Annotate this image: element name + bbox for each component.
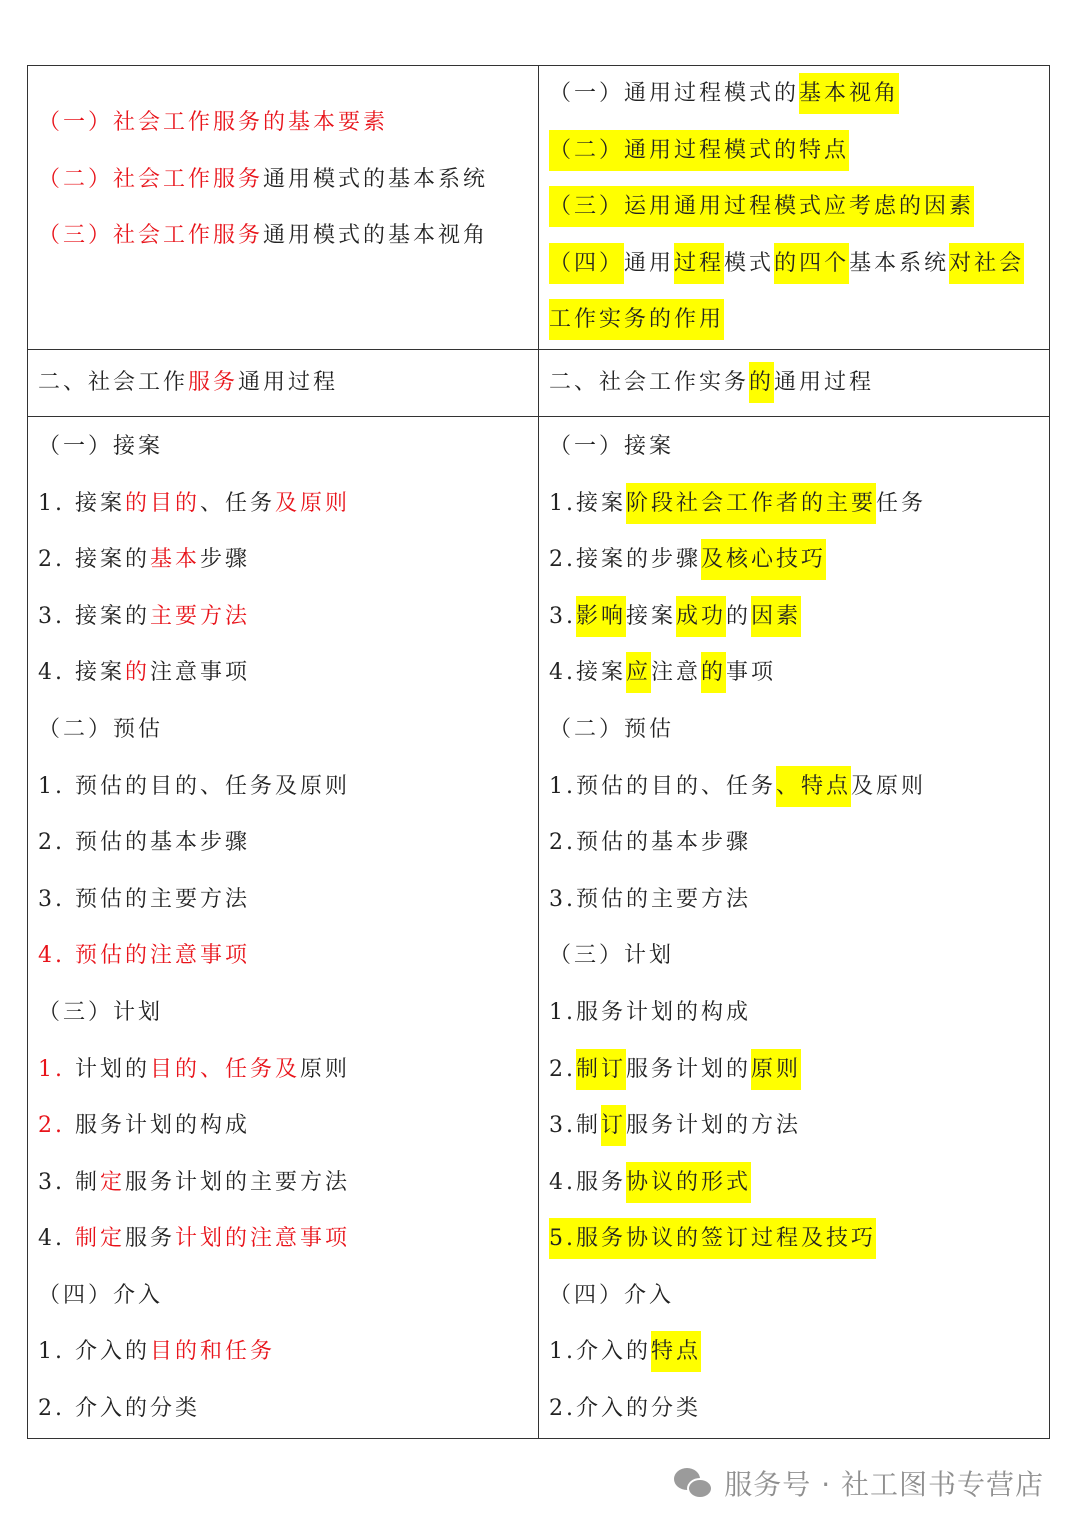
item-text: 服务计划的主要方法 (125, 1169, 351, 1195)
highlighted-text: 原则 (751, 1049, 801, 1090)
list-item (549, 123, 1049, 180)
cell-row3-left (28, 416, 539, 1438)
highlighted-text: （二）通用过程模式的特点 (549, 130, 849, 171)
highlighted-text: 影响 (576, 596, 626, 637)
cell-row2-left (28, 349, 539, 416)
red-text: （三）社会工作服务 (38, 223, 264, 249)
item-text: 1. 预估的目的、任务及原则 (38, 773, 350, 799)
list-item (549, 292, 1049, 349)
highlighted-text: 制订 (576, 1049, 626, 1090)
list-item (549, 702, 1049, 759)
cell-row1-right (539, 66, 1050, 350)
list-item (38, 476, 538, 533)
item-text: （一）通用过程模式的 (549, 81, 800, 106)
list-item (38, 872, 538, 929)
list-item (549, 1042, 1049, 1099)
item-text: 3. 制 (38, 1169, 100, 1195)
item-text: 2. 介入的分类 (38, 1396, 200, 1422)
item-text: 及原则 (851, 773, 927, 799)
list-item (38, 419, 538, 476)
item-text: 通用过程 (774, 369, 875, 395)
item-text: 接案 (626, 603, 677, 629)
list-item (549, 985, 1049, 1042)
item-text: 4. (38, 1226, 75, 1252)
item-text: 1. 接案 (38, 490, 125, 516)
item-text: （三）计划 (549, 943, 675, 969)
red-text: 1. (38, 1056, 65, 1082)
highlighted-text: 对社会 (949, 243, 1024, 284)
highlighted-text: 的 (749, 362, 774, 403)
list-item (38, 355, 538, 412)
footer-text: 服务号 · 社工图书专营店 (724, 1468, 1044, 1501)
red-text: 主要方法 (149, 603, 250, 629)
red-text: （二）社会工作服务 (38, 166, 264, 192)
item-text: （二）预估 (549, 716, 675, 742)
item-text: 2.预估的基本步骤 (549, 830, 751, 856)
item-text: 服务计划的方法 (626, 1113, 802, 1139)
item-text: 4. 接案 (38, 660, 125, 686)
item-text: 1. 介入的 (38, 1339, 150, 1365)
list-item (38, 985, 538, 1042)
item-text: 1.介入的 (549, 1339, 651, 1365)
table-row (28, 416, 1050, 1438)
list-item (38, 208, 538, 265)
item-text: 二、社会工作 (38, 369, 189, 395)
list-item (549, 1324, 1049, 1381)
highlighted-text: 的 (701, 652, 726, 693)
item-text: 2.接案的步骤 (549, 547, 701, 573)
red-text: 4. 预估的注意事项 (38, 943, 250, 969)
cell-row2-right (539, 349, 1050, 416)
list-item (38, 645, 538, 702)
list-item (38, 532, 538, 589)
item-text: 原则 (300, 1056, 351, 1082)
highlighted-text: 工作实务的作用 (549, 299, 724, 340)
red-text: 目的和任务 (149, 1339, 275, 1365)
table-row (28, 349, 1050, 416)
list-item (38, 589, 538, 646)
item-text: 服务计划的构成 (65, 1113, 250, 1139)
red-text: 基本 (149, 547, 200, 573)
list-item (549, 1155, 1049, 1212)
item-text: （三）计划 (38, 999, 164, 1025)
item-text: 3.制 (549, 1113, 601, 1139)
highlighted-text: 的四个 (774, 243, 849, 284)
red-text: 目的、任务及 (150, 1056, 301, 1082)
list-item (38, 1098, 538, 1155)
highlighted-text: 协议的形式 (626, 1162, 751, 1203)
red-text: 定 (99, 1169, 125, 1195)
item-text: 注意事项 (150, 660, 251, 686)
item-text: （一）接案 (549, 433, 675, 459)
item-text: 基本系统 (849, 250, 950, 276)
highlighted-text: 基本视角 (799, 73, 899, 114)
item-text: 4.服务 (549, 1169, 626, 1195)
list-item (38, 1268, 538, 1325)
wechat-icon (674, 1466, 714, 1500)
item-text: （四）介入 (549, 1282, 675, 1308)
list-item (38, 759, 538, 816)
comparison-table (27, 65, 1050, 1439)
item-text: 3.预估的主要方法 (549, 886, 751, 912)
red-text: 计划的注意事项 (175, 1226, 351, 1252)
item-text: 模式 (724, 250, 775, 276)
red-text: （一）社会工作服务的基本要素 (38, 110, 389, 135)
list-item (549, 66, 1049, 123)
item-text: 3. 接案的 (38, 603, 150, 629)
list-item (549, 476, 1049, 533)
list-item (549, 928, 1049, 985)
item-text: 步骤 (200, 547, 251, 573)
item-text: 1.服务计划的构成 (549, 999, 751, 1025)
item-text: （一）接案 (38, 433, 164, 459)
item-text: 、任务 (200, 490, 276, 516)
list-item (549, 872, 1049, 929)
highlighted-text: 过程 (674, 243, 724, 284)
item-text: 2. 预估的基本步骤 (38, 830, 250, 856)
highlighted-text: 成功 (676, 596, 726, 637)
red-text: 的 (124, 660, 150, 686)
list-item (549, 355, 1049, 412)
list-item (38, 1381, 538, 1438)
item-text: 2. (549, 1056, 576, 1082)
item-text: 3. (549, 603, 576, 629)
highlighted-text: （四） (549, 243, 624, 284)
item-text: 事项 (726, 660, 777, 686)
list-item (38, 1211, 538, 1268)
highlighted-text: 特点 (651, 1331, 701, 1372)
table-row (28, 66, 1050, 350)
item-text: 通用模式的基本视角 (263, 223, 489, 249)
list-item (38, 1042, 538, 1099)
item-text: 1.预估的目的、任务 (549, 773, 776, 799)
list-item (549, 759, 1049, 816)
item-text: 通用 (624, 250, 675, 276)
highlighted-text: 、特点 (776, 766, 851, 807)
list-item (38, 1155, 538, 1212)
highlighted-text: 订 (601, 1105, 626, 1146)
item-text: （四）介入 (38, 1282, 164, 1308)
item-text: 2.介入的分类 (549, 1396, 701, 1422)
list-item (549, 1098, 1049, 1155)
item-text: 3. 预估的主要方法 (38, 886, 250, 912)
list-item (38, 1324, 538, 1381)
list-item (549, 236, 1049, 293)
red-text: 制定 (74, 1226, 125, 1252)
highlighted-text: 应 (626, 652, 651, 693)
list-item (549, 419, 1049, 476)
item-text: 4.接案 (549, 660, 626, 686)
item-text: 注意 (651, 660, 702, 686)
list-item (38, 152, 538, 209)
list-item (38, 702, 538, 759)
item-text: 通用模式的基本系统 (263, 166, 489, 192)
item-text: 的 (726, 603, 752, 629)
item-text: 任务 (876, 490, 927, 516)
list-item (38, 928, 538, 985)
highlighted-text: 及核心技巧 (701, 539, 826, 580)
list-item (549, 1381, 1049, 1438)
footer-watermark (674, 1459, 1044, 1507)
list-item (549, 589, 1049, 646)
list-item (38, 95, 538, 152)
list-item (549, 532, 1049, 589)
list-item (38, 815, 538, 872)
red-text: 的目的 (124, 490, 200, 516)
item-text: 二、社会工作实务 (549, 369, 750, 395)
list-item (549, 1268, 1049, 1325)
item-text: 通用过程 (238, 369, 339, 395)
item-text: 服务计划的 (626, 1056, 752, 1082)
cell-row3-right (539, 416, 1050, 1438)
list-item (549, 1211, 1049, 1268)
cell-row1-left (28, 66, 539, 350)
item-text: （二）预估 (38, 716, 164, 742)
highlighted-text: 阶段社会工作者的主要 (626, 483, 876, 524)
list-item (549, 179, 1049, 236)
item-text: 2. 接案的 (38, 547, 150, 573)
list-item (549, 645, 1049, 702)
red-text: 服务 (188, 369, 239, 395)
highlighted-text: （三）运用通用过程模式应考虑的因素 (549, 186, 974, 227)
highlighted-text: 因素 (751, 596, 801, 637)
red-text: 2. (38, 1113, 65, 1139)
red-text: 及原则 (275, 490, 351, 516)
item-text: 计划的 (65, 1056, 150, 1082)
list-item (549, 815, 1049, 872)
item-text: 服务 (125, 1226, 176, 1252)
item-text: 1.接案 (549, 490, 626, 516)
highlighted-text: 5.服务协议的签订过程及技巧 (549, 1218, 876, 1259)
